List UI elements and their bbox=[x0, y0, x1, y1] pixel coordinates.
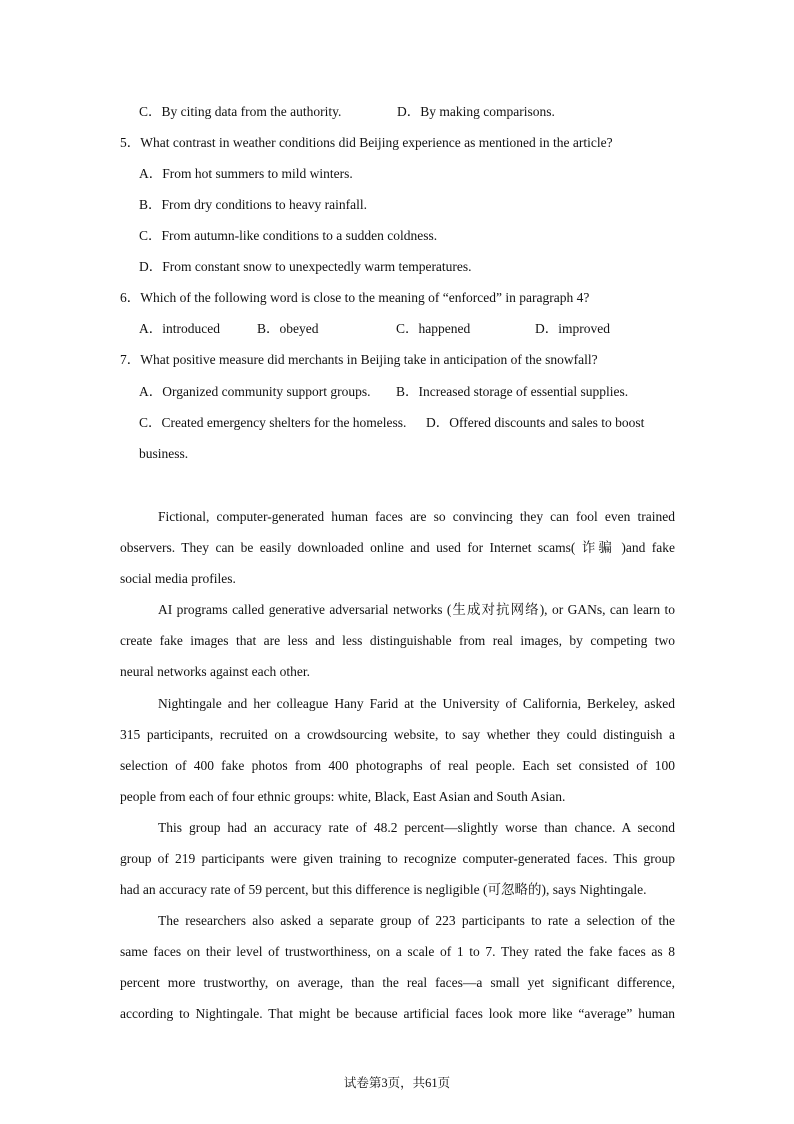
question-number: 7． bbox=[120, 352, 141, 367]
passage-line: create fake images that are less and less distinguishable from real images, by competing two bbox=[120, 633, 675, 648]
option-label: C． bbox=[139, 415, 162, 430]
q4-option-c bbox=[139, 103, 341, 121]
passage-line: The researchers also asked a separate group of 223 participants to rate a selection of the bbox=[158, 913, 675, 928]
option-text: happened bbox=[418, 321, 471, 336]
q6-option-c bbox=[396, 320, 470, 338]
option-text: improved bbox=[558, 321, 610, 336]
passage-line: according to Nightingale. That might be because artificial faces look more like “average” human bbox=[120, 1006, 675, 1021]
option-text: Organized community support groups. bbox=[162, 384, 371, 399]
page-footer: 试卷第3页，共61页 bbox=[343, 1076, 451, 1090]
question-text: What contrast in weather conditions did Beijing experience as mentioned in the article? bbox=[140, 135, 613, 150]
question-text: What positive measure did merchants in Beijing take in anticipation of the snowfall? bbox=[140, 352, 598, 367]
option-label: D． bbox=[535, 321, 559, 336]
passage-line: This group had an accuracy rate of 48.2 percent—slightly worse than chance. A second bbox=[158, 820, 675, 835]
question-6-stem bbox=[120, 289, 589, 307]
q6-option-a bbox=[139, 320, 220, 338]
q4-option-d bbox=[397, 103, 555, 121]
option-text: By citing data from the authority. bbox=[161, 104, 342, 119]
option-text: Increased storage of essential supplies. bbox=[418, 384, 629, 399]
passage-line: had an accuracy rate of 59 percent, but this difference is negligible (可忽略的), says Nightingale. bbox=[120, 882, 647, 897]
option-label: D． bbox=[139, 259, 163, 274]
passage-line: Fictional, computer-generated human faces are so convincing they can fool even trained bbox=[158, 509, 675, 524]
passage-line: percent more trustworthy, on average, than the real faces—a small yet significant difference, bbox=[120, 975, 675, 990]
q5-option-d bbox=[139, 258, 472, 276]
passage-line: same faces on their level of trustworthiness, on a scale of 1 to 7. They rated the fake faces as 8 bbox=[120, 944, 675, 959]
q7-option-a bbox=[139, 383, 370, 401]
passage-line: people from each of four ethnic groups: white, Black, East Asian and South Asian. bbox=[120, 789, 566, 804]
question-7-stem bbox=[120, 351, 598, 369]
option-label: B． bbox=[396, 384, 419, 399]
option-text: From dry conditions to heavy rainfall. bbox=[161, 197, 367, 212]
passage-line: group of 219 participants were given training to recognize computer-generated faces. This group bbox=[120, 851, 675, 866]
option-label: A． bbox=[139, 166, 163, 181]
option-label: D． bbox=[426, 415, 450, 430]
q5-option-a bbox=[139, 165, 353, 183]
option-label: B． bbox=[139, 197, 162, 212]
passage-line: neural networks against each other. bbox=[120, 664, 311, 679]
option-label: B． bbox=[257, 321, 280, 336]
q7-option-b bbox=[396, 383, 628, 401]
question-number: 6． bbox=[120, 290, 141, 305]
option-label: A． bbox=[139, 321, 163, 336]
q7-option-c bbox=[139, 414, 406, 432]
q5-option-b bbox=[139, 196, 367, 214]
question-5-stem bbox=[120, 134, 613, 152]
passage-line: observers. They can be easily downloaded online and used for Internet scams( 诈骗 )and fake bbox=[120, 540, 675, 555]
passage-line: 315 participants, recruited on a crowdsourcing website, to say whether they could distinguish a bbox=[120, 727, 675, 742]
option-label: D． bbox=[397, 104, 421, 119]
option-label: A． bbox=[139, 384, 163, 399]
option-text: By making comparisons. bbox=[420, 104, 555, 119]
q5-option-c bbox=[139, 227, 437, 245]
q7-option-d-continuation: business. bbox=[139, 446, 189, 461]
passage-line: AI programs called generative adversarial networks (生成对抗网络), or GANs, can learn to bbox=[158, 602, 675, 617]
option-text: From constant snow to unexpectedly warm temperatures. bbox=[162, 259, 472, 274]
q6-option-d bbox=[535, 320, 610, 338]
option-label: C． bbox=[396, 321, 419, 336]
q7-option-d bbox=[426, 414, 644, 432]
passage-line: selection of 400 fake photos from 400 photographs of real people. Each set consisted of 100 bbox=[120, 758, 675, 773]
option-text: obeyed bbox=[279, 321, 319, 336]
option-text: Created emergency shelters for the homeless. bbox=[161, 415, 407, 430]
option-text: introduced bbox=[162, 321, 220, 336]
passage-line: Nightingale and her colleague Hany Farid at the University of California, Berkeley, asked bbox=[158, 696, 675, 711]
option-label: C． bbox=[139, 228, 162, 243]
option-label: C． bbox=[139, 104, 162, 119]
option-text: From autumn-like conditions to a sudden coldness. bbox=[161, 228, 438, 243]
question-number: 5． bbox=[120, 135, 141, 150]
passage-line: social media profiles. bbox=[120, 571, 236, 586]
option-text: From hot summers to mild winters. bbox=[162, 166, 353, 181]
question-text: Which of the following word is close to the meaning of “enforced” in paragraph 4? bbox=[140, 290, 590, 305]
option-text: Offered discounts and sales to boost bbox=[449, 415, 645, 430]
q6-option-b bbox=[257, 320, 319, 338]
